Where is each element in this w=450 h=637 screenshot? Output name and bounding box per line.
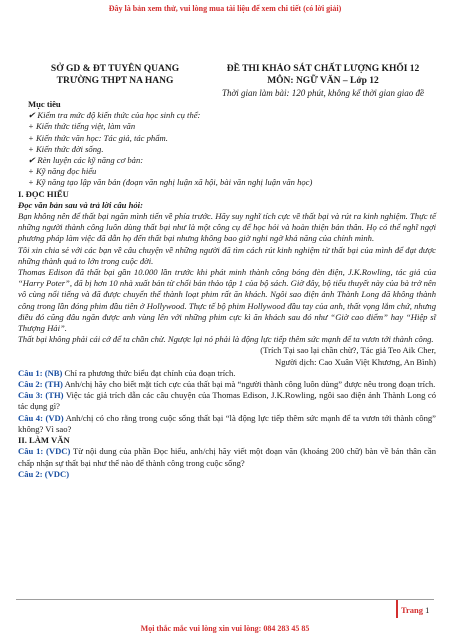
- passage-paragraph: Tôi xin chia sẻ với các bạn về câu chuyện về những người đã tìm cách rút kinh nghiệm từ thất bại của mình để đạt được những thành quả to lớn trong cuộc đời.: [18, 244, 436, 266]
- knowledge-item: + Kiến thức văn học: Tác giả, tác phẩm.: [28, 132, 168, 143]
- question-item: [18, 469, 436, 480]
- question-label: Câu 1: (NB): [18, 367, 63, 378]
- knowledge-heading: ✔ Kiểm tra mức độ kiến thức của học sinh cụ thể:: [28, 110, 201, 121]
- school-name: TRƯỜNG THPT NA HANG: [56, 76, 174, 86]
- exam-header: [203, 63, 443, 99]
- citation-translator: Người dịch: Cao Xuân Việt Khương, An Bình): [275, 356, 436, 367]
- skills-heading: ✔ Rèn luyện các kỹ năng cơ bản:: [28, 155, 144, 166]
- question-text: Anh/chị có cho rằng trong cuộc sống thất bại “là động lực tiếp thêm sức mạnh để ta vươn tới thành công” không? Vì sao?: [18, 412, 436, 434]
- question-label: Câu 1: (VDC): [18, 446, 71, 457]
- question-label: Câu 2: (VDC): [18, 468, 70, 479]
- objectives-title: Mục tiêu: [28, 99, 61, 109]
- passage-paragraph: Thomas Edison đã thất bại gần 10.000 lần trước khi phát minh thành công bóng đèn điện, J.K.Rowling, tác giả của “Harry Poter”, đã bị hơn 10 nhà xuất bản từ chối bản thảo tập 1 của bộ sách. Giờ đây, bộ tiểu thuyết này của bà trở nên vô cùng nổi tiếng và đã được chuyển thể thành loạt phim rất ăn khách. Ngôi sao điện ảnh Thành Long đã không thành công trong lần đóng phim đầu tiên ở Hollywood. Thực tế bộ phim Hollywood đầu tay của anh, thất vọng lắm chứ, nhưng điều đó cũng đâu ngăn được anh vùng lên với những phim cực kì ăn khách sau đó như “Giờ cao điểm” hay “Hiệp sĩ Thượng Hải”.: [18, 267, 436, 334]
- knowledge-item: + Kiến thức tiếng việt, làm văn: [28, 121, 136, 132]
- question-item: [18, 368, 436, 379]
- page-number: 1: [425, 605, 430, 615]
- footer-divider: [16, 599, 434, 600]
- question-label: Câu 3: (TH): [18, 390, 64, 401]
- contact-banner[interactable]: Mọi thắc mắc vui lòng xin vui lòng: 084 283 45 85: [140, 624, 310, 633]
- footer-accent-bar: [396, 600, 398, 618]
- document-body: [18, 99, 436, 480]
- question-item: [18, 446, 436, 468]
- passage-paragraph: Thất bại không phải cái cớ để ta chần chừ. Ngược lại nó phải là động lực tiếp thêm sức mạnh để ta vươn tới thành công.: [18, 334, 434, 345]
- question-label: Câu 2: (TH): [18, 379, 63, 390]
- passage-paragraph: Bạn không nên để thất bại ngăn mình tiến về phía trước. Hãy suy nghĩ tích cực về thất bại và rút ra kinh nghiệm. Thực tế những người thành công luôn dùng thất bại như là một công cụ để học hỏi và hoàn thiện bản thân. Họ có thể nghĩ ngợi phương pháp làm việc đã dẫn họ đến thất bại nhưng không bao giờ nghi ngờ khả năng của chính mình.: [18, 211, 436, 244]
- exam-title: ĐỀ THI KHẢO SÁT CHẤT LƯỢNG KHỐI 12: [226, 64, 420, 74]
- question-item: [18, 390, 436, 412]
- page-label: Trang: [401, 605, 424, 615]
- preview-banner[interactable]: Đây là bản xem thử, vui lòng mua tài liệu để xem chi tiết (có lời giải): [108, 4, 342, 13]
- question-text: Từ nội dung của phần Đọc hiểu, anh/chị hãy viết một đoạn văn (khoảng 200 chữ) bàn về bản thân cần chấp nhận sự thất bại như thế nào để thành công trong cuộc sống?: [18, 446, 436, 468]
- page-indicator: [401, 605, 429, 615]
- question-item: [18, 379, 436, 390]
- exam-time: Thời gian làm bài: 120 phút, không kể thời gian giao đề: [221, 88, 425, 98]
- question-text: Chỉ ra phương thức biểu đạt chính của đoạn trích.: [62, 367, 236, 378]
- question-item: [18, 413, 436, 435]
- section-heading-writing: II. LÀM VĂN: [18, 435, 70, 446]
- question-text: Anh/chị hãy cho biết mặt tích cực của thất bại mà “người thành công luôn dùng” được nêu trong đoạn trích.: [62, 379, 436, 390]
- knowledge-item: + Kiến thức đời sống.: [28, 143, 104, 154]
- question-text: Việc tác giả trích dẫn các câu chuyện của Thomas Edison, J.K.Rowling, ngôi sao điện ảnh Thành Long có tác dụng gì?: [18, 390, 436, 412]
- school-header: [20, 63, 210, 87]
- exam-subject: MÔN: NGỮ VĂN – Lớp 12: [267, 76, 379, 86]
- department-name: SỞ GD & ĐT TUYÊN QUANG: [50, 64, 180, 74]
- section-heading-reading: I. ĐỌC HIỂU: [18, 188, 69, 199]
- reading-instruction: Đọc văn bản sau và trả lời câu hỏi:: [18, 199, 143, 210]
- skills-item: + Kỹ năng tạo lập văn bản (đoạn văn nghị luận xã hội, bài văn nghị luận văn học): [28, 177, 313, 188]
- question-label: Câu 4: (VD): [18, 412, 64, 423]
- citation-source: (Trích Tại sao lại chần chừ?, Tác giả Teo Aik Cher,: [260, 345, 436, 356]
- skills-item: + Kỹ năng đọc hiểu: [28, 166, 97, 177]
